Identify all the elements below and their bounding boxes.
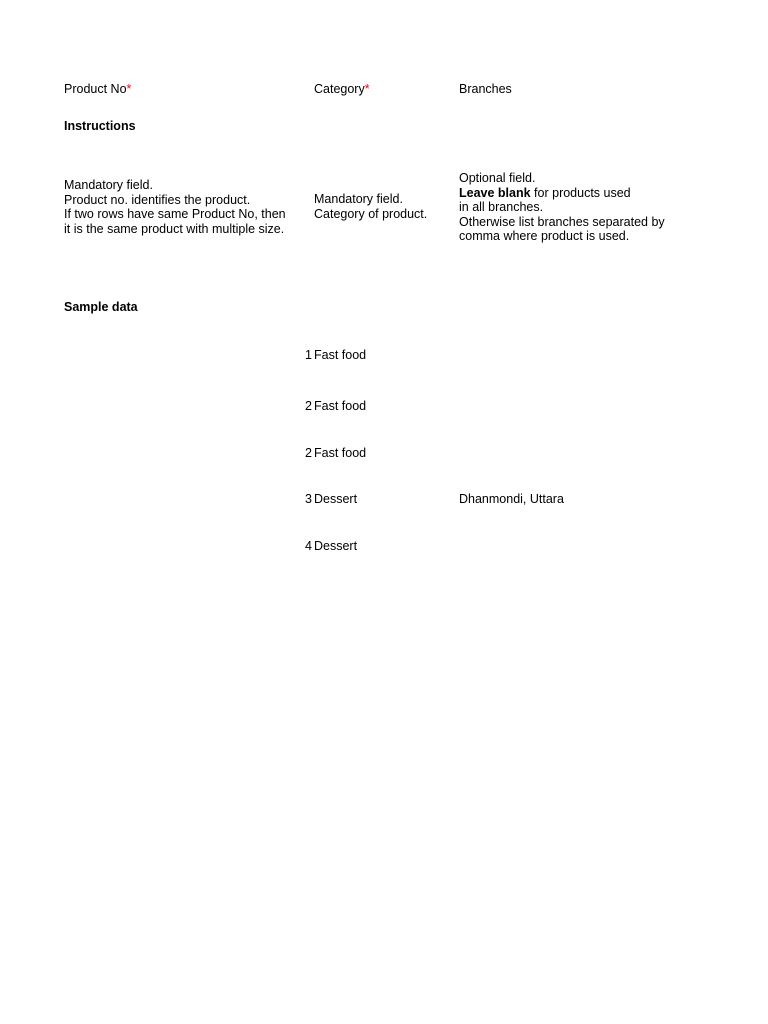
instruction-line: Optional field. [459, 171, 536, 185]
sample-category: Dessert [314, 492, 358, 506]
instruction-line: Category of product. [314, 206, 428, 221]
sample-data-title: Sample data [64, 300, 138, 314]
instruction-line: comma where product is used. [459, 229, 630, 243]
instruction-line: Product no. identifies the product. [64, 192, 251, 207]
instruction-line: Mandatory field. [64, 178, 153, 192]
header-product-no [64, 82, 131, 97]
required-marker: * [126, 82, 132, 96]
sample-product-no: 3 [305, 492, 312, 506]
instruction-text: for products used [530, 185, 631, 200]
header-category-label: Category [314, 82, 365, 96]
instructions-branches [459, 171, 665, 244]
sample-category: Fast food [314, 446, 367, 460]
header-category [314, 82, 370, 97]
instruction-line: Otherwise list branches separated by [459, 214, 665, 229]
instructions-product-no [64, 178, 286, 236]
instruction-line: in all branches. [459, 200, 544, 214]
header-branches: Branches [459, 82, 512, 96]
instruction-line: Mandatory field. [314, 192, 403, 206]
sample-product-no: 1 [305, 348, 312, 362]
sample-category: Fast food [314, 399, 367, 413]
leave-blank-emphasis: Leave blank [459, 185, 531, 200]
header-product-no-label: Product No [64, 82, 127, 96]
sample-category: Dessert [314, 539, 358, 553]
sample-product-no: 4 [305, 539, 312, 553]
instruction-line: If two rows have same Product No, then [64, 207, 286, 221]
sample-product-no: 2 [305, 446, 312, 460]
instruction-line: it is the same product with multiple size. [64, 221, 285, 236]
instruction-line [459, 186, 665, 201]
sample-product-no: 2 [305, 399, 312, 413]
sample-branches: Dhanmondi, Uttara [459, 492, 564, 506]
required-marker: * [364, 82, 370, 96]
instructions-category [314, 192, 427, 221]
sample-category: Fast food [314, 348, 367, 362]
instructions-title: Instructions [64, 119, 136, 133]
